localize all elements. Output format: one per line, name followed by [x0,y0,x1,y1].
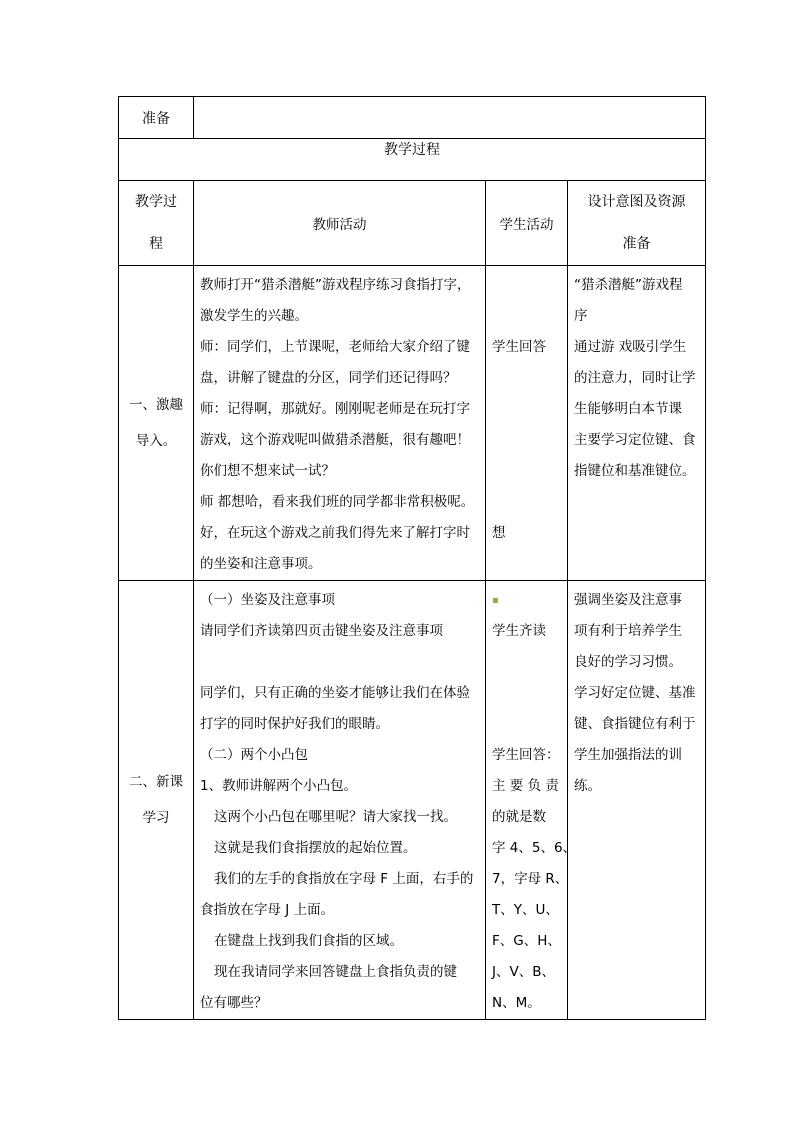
text-line: 强调坐姿及注意事 [574,592,682,608]
section-title: 教学过程 [119,139,706,181]
spacer [492,647,561,678]
text-line [200,647,479,678]
text-line: 的坐姿和注意事项。 [200,556,322,572]
text-line: 位有哪些？ [200,995,268,1011]
prep-label: 准备 [119,97,194,139]
student-think: 想 [492,525,506,541]
text-line: 练。 [574,778,601,794]
text-line: 指键位和基准键位。 [574,463,696,479]
student-line: 学生回答： [492,747,560,763]
spacer [492,394,561,425]
text-line: 食指放在字母 J 上面。 [200,902,335,918]
student-line: F、G、H、 [492,933,561,949]
text-line: 生能够明白本节课 [574,401,682,417]
spacer [492,363,561,394]
text-line: 通过游 戏吸引学生 [574,339,687,355]
student-line: 的就是数 [492,809,546,825]
stage2-student [486,581,577,1020]
stage1-design [568,266,706,581]
text-line: 你们想不想来试一试？ [200,463,335,479]
text-line: 激发学生的兴趣。 [200,308,308,324]
student-answer: 学生回答 [492,339,546,355]
text-line: 好，在玩这个游戏之前我们得先来了解打字时 [200,525,470,541]
text-line: 教师打开“猎杀潜艇”游戏程序练习食指打字， [200,277,471,293]
text-line: 项有利于培养学生 [574,623,682,639]
text-line: 主要学习定位键、食 [574,432,696,448]
student-line: J、V、B、 [492,964,555,980]
header-process-line2: 程 [149,236,163,252]
spacer [492,456,561,487]
text-line: 序 [574,308,588,324]
spacer [492,709,561,740]
text-line: 的注意力，同时让学 [574,370,696,386]
text-line: 现在我请同学来回答键盘上食指负责的键 [214,964,457,980]
text-line: 键、食指键位有利于 [574,716,696,732]
stage2-row [119,581,706,1020]
text-line: 这两个小凸包在哪里呢？请大家找一找。 [214,809,457,825]
text-line: 我们的左手的食指放在字母 F 上面，右手的 [214,871,474,887]
text-line: 学生加强指法的训 [574,747,682,763]
stage1-name [119,266,194,581]
student-line: T、Y、U、 [492,902,559,918]
text-line: 游戏，这个游戏呢叫做猎杀潜艇，很有趣吧！ [200,432,470,448]
header-process-line1: 教学过 [135,194,177,210]
text-line: （二）两个小凸包 [200,747,308,763]
text-line: “猎杀潜艇”游戏程 [574,277,683,293]
stage2-design [568,581,706,1020]
header-design-line1: 设计意图及资源 [587,194,686,210]
student-line: 7，字母 R、 [492,871,569,887]
text-line: 打字的同时保护好我们的眼睛。 [200,716,389,732]
text-line: 师 都想哈，看来我们班的同学都非常积极呢。 [200,494,475,510]
spacer [492,270,561,301]
text-line: （一）坐姿及注意事项 [200,592,335,608]
spacer [492,301,561,332]
spacer [492,678,561,709]
stage1-row [119,266,706,581]
stage1-name-line2: 导入。 [135,433,177,449]
student-line: N、M。 [492,995,541,1011]
text-line: 这就是我们食指摆放的起始位置。 [214,840,417,856]
header-teacher: 教师活动 [194,181,486,266]
spacer [492,487,561,518]
text-line: 学习好定位键、基准 [574,685,696,701]
header-row [119,181,706,266]
student-line: 字 4、5、6、 [492,840,577,856]
stage1-student [486,266,568,581]
spacer [492,425,561,456]
header-design-line2: 准备 [622,236,651,252]
stage1-name-line1: 一、激趣 [129,397,183,413]
bullet-dot: ▪ [492,595,499,606]
text-line: 请同学们齐读第四页击键坐姿及注意事项 [200,623,443,639]
prep-row [119,97,706,139]
student-line: 学生齐读 [492,623,546,639]
stage2-name-line1: 二、新课 [129,774,183,790]
header-design [568,181,706,266]
text-line: 同学们，只有正确的坐姿才能够让我们在体验 [200,685,470,701]
section-title-row [119,139,706,181]
stage2-name-line2: 学习 [142,810,170,826]
stage1-teacher [194,266,486,581]
stage2-teacher [194,581,486,1020]
text-line: 良好的学习习惯。 [574,654,682,670]
lesson-plan-table [118,96,706,1020]
text-line: 师：记得啊，那就好。刚刚呢老师是在玩打字 [200,401,470,417]
header-student: 学生活动 [486,181,568,266]
student-line: 主 要 负 责 [492,778,559,794]
header-process [119,181,194,266]
text-line: 在键盘上找到我们食指的区域。 [214,933,403,949]
stage2-name [119,581,194,1020]
prep-value [194,97,706,139]
text-line: 盘，讲解了键盘的分区，同学们还记得吗？ [200,370,457,386]
text-line: 师：同学们，上节课呢，老师给大家介绍了键 [200,339,470,355]
text-line: 1、教师讲解两个小凸包。 [200,778,358,794]
